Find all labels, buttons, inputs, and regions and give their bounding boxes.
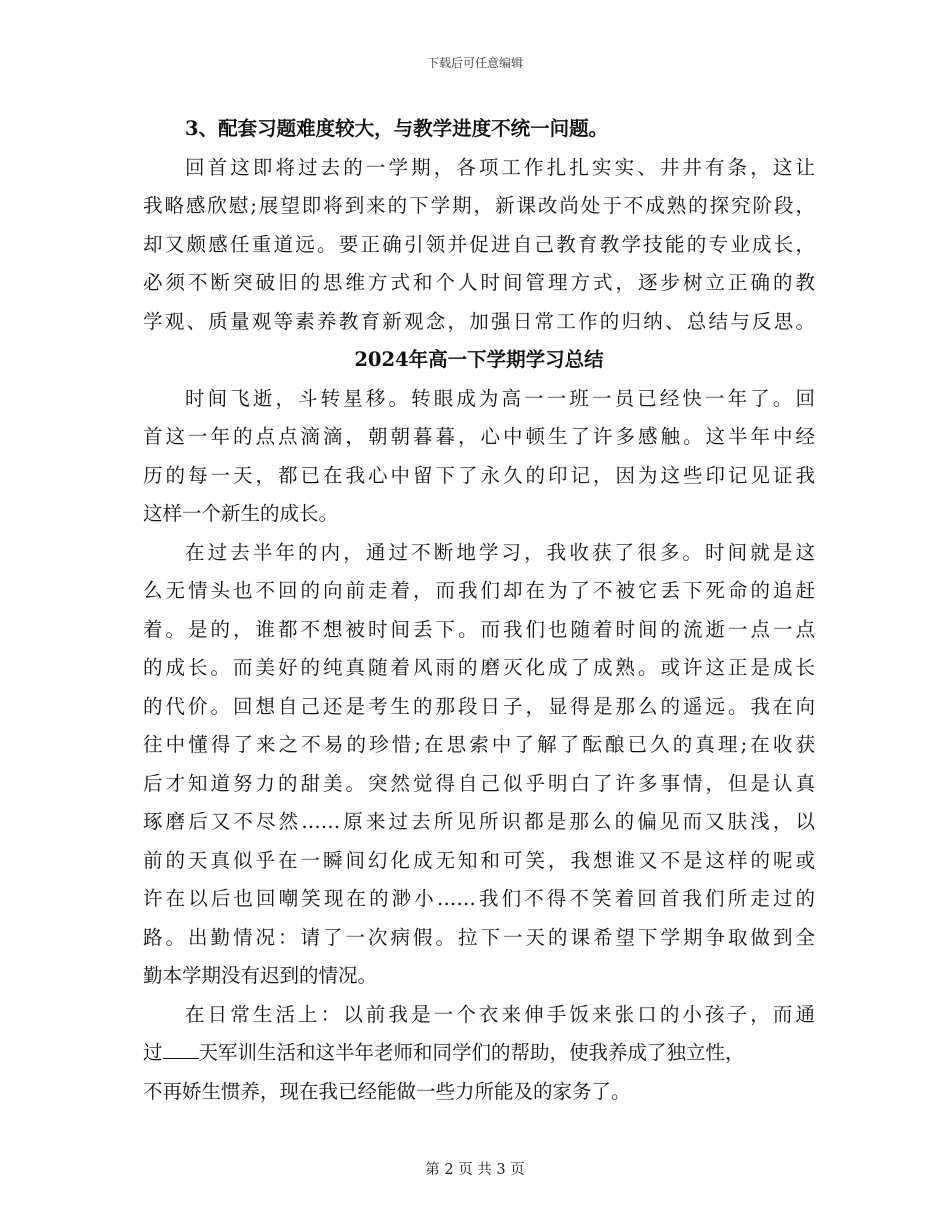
- paragraph-line: 路。出勤情况：请了一次病假。拉下一天的课希望下学期争取做到全: [143, 925, 815, 949]
- paragraph-line: 却又颇感任重道远。要正确引领并促进自己教育教学技能的专业成长，: [143, 232, 815, 256]
- paragraph-line: 时间飞逝，斗转星移。转眼成为高一一班一员已经快一年了。回: [185, 386, 815, 410]
- paragraph-line: 必须不断突破旧的思维方式和个人时间管理方式，逐步树立正确的教: [143, 271, 815, 294]
- paragraph-line: 后才知道努力的甜美。突然觉得自己似乎明白了许多事情，但是认真: [143, 771, 815, 795]
- paragraph-line: 琢磨后又不尽然……原来过去所见所识都是那么的偏见而又肤浅，以: [143, 810, 815, 833]
- text-after-blank: 天军训生活和这半年老师和同学们的帮助，使我养成了独立性，: [198, 1041, 745, 1064]
- section-title: 2024年高一下学期学习总结: [354, 348, 604, 371]
- paragraph-line: 着。是的，谁都不想被时间丢下。而我们也随着时间的流逝一点一点: [143, 617, 815, 641]
- paragraph-line: 首这一年的点点滴滴，朝朝暮暮，心中顿生了许多感触。这半年中经: [143, 425, 815, 448]
- text-before-blank: 过: [143, 1041, 163, 1064]
- paragraph-line: 在日常生活上：以前我是一个衣来伸手饭来张口的小孩子，而通: [185, 1002, 815, 1026]
- paragraph-line: 前的天真似乎在一瞬间幻化成无知和可笑，我想谁又不是这样的呢或: [143, 848, 815, 872]
- paragraph-line: 我略感欣慰;展望即将到来的下学期，新课改尚处于不成熟的探究阶段，: [143, 194, 815, 217]
- document-body: [143, 110, 815, 1111]
- paragraph-line: 的成长。而美好的纯真随着风雨的磨灭化成了成熟。或许这正是成长: [143, 656, 815, 679]
- paragraph-line: 不再娇生惯养，现在我已经能做一些力所能及的家务了。: [143, 1079, 631, 1103]
- page-header-note: 下载后可任意编辑: [426, 56, 523, 70]
- fill-in-blank: [163, 1036, 199, 1059]
- paragraph-line: 历的每一天，都已在我心中留下了永久的印记，因为这些印记见证我: [143, 463, 815, 487]
- page-number: 第 2 页 共 3 页: [425, 1162, 525, 1178]
- paragraph-line: 在过去半年的内，通过不断地学习，我收获了很多。时间就是这: [185, 540, 815, 564]
- paragraph-line: 学观、质量观等素养教育新观念，加强日常工作的归纳、总结与反思。: [143, 309, 815, 333]
- paragraph-line: 么无情头也不回的向前走着，而我们却在为了不被它丢下死命的追赶: [143, 579, 815, 602]
- paragraph-line: 的代价。回想自己还是考生的那段日子，显得是那么的遥远。我在向: [143, 694, 815, 718]
- paragraph-line-with-blank: [143, 1034, 815, 1073]
- paragraph-line: 这样一个新生的成长。: [143, 502, 339, 525]
- heading-item-3: 3、配套习题难度较大，与教学进度不统一问题。: [185, 117, 609, 140]
- paragraph-line: 回首这即将过去的一学期，各项工作扎扎实实、井井有条，这让: [185, 155, 815, 179]
- paragraph-line: 勤本学期没有迟到的情况。: [143, 964, 378, 987]
- paragraph-line: 许在以后也回嘲笑现在的渺小……我们不得不笑着回首我们所走过的: [143, 887, 815, 910]
- paragraph-line: 往中懂得了来之不易的珍惜;在思索中了解了酝酿已久的真理;在收获: [143, 733, 815, 756]
